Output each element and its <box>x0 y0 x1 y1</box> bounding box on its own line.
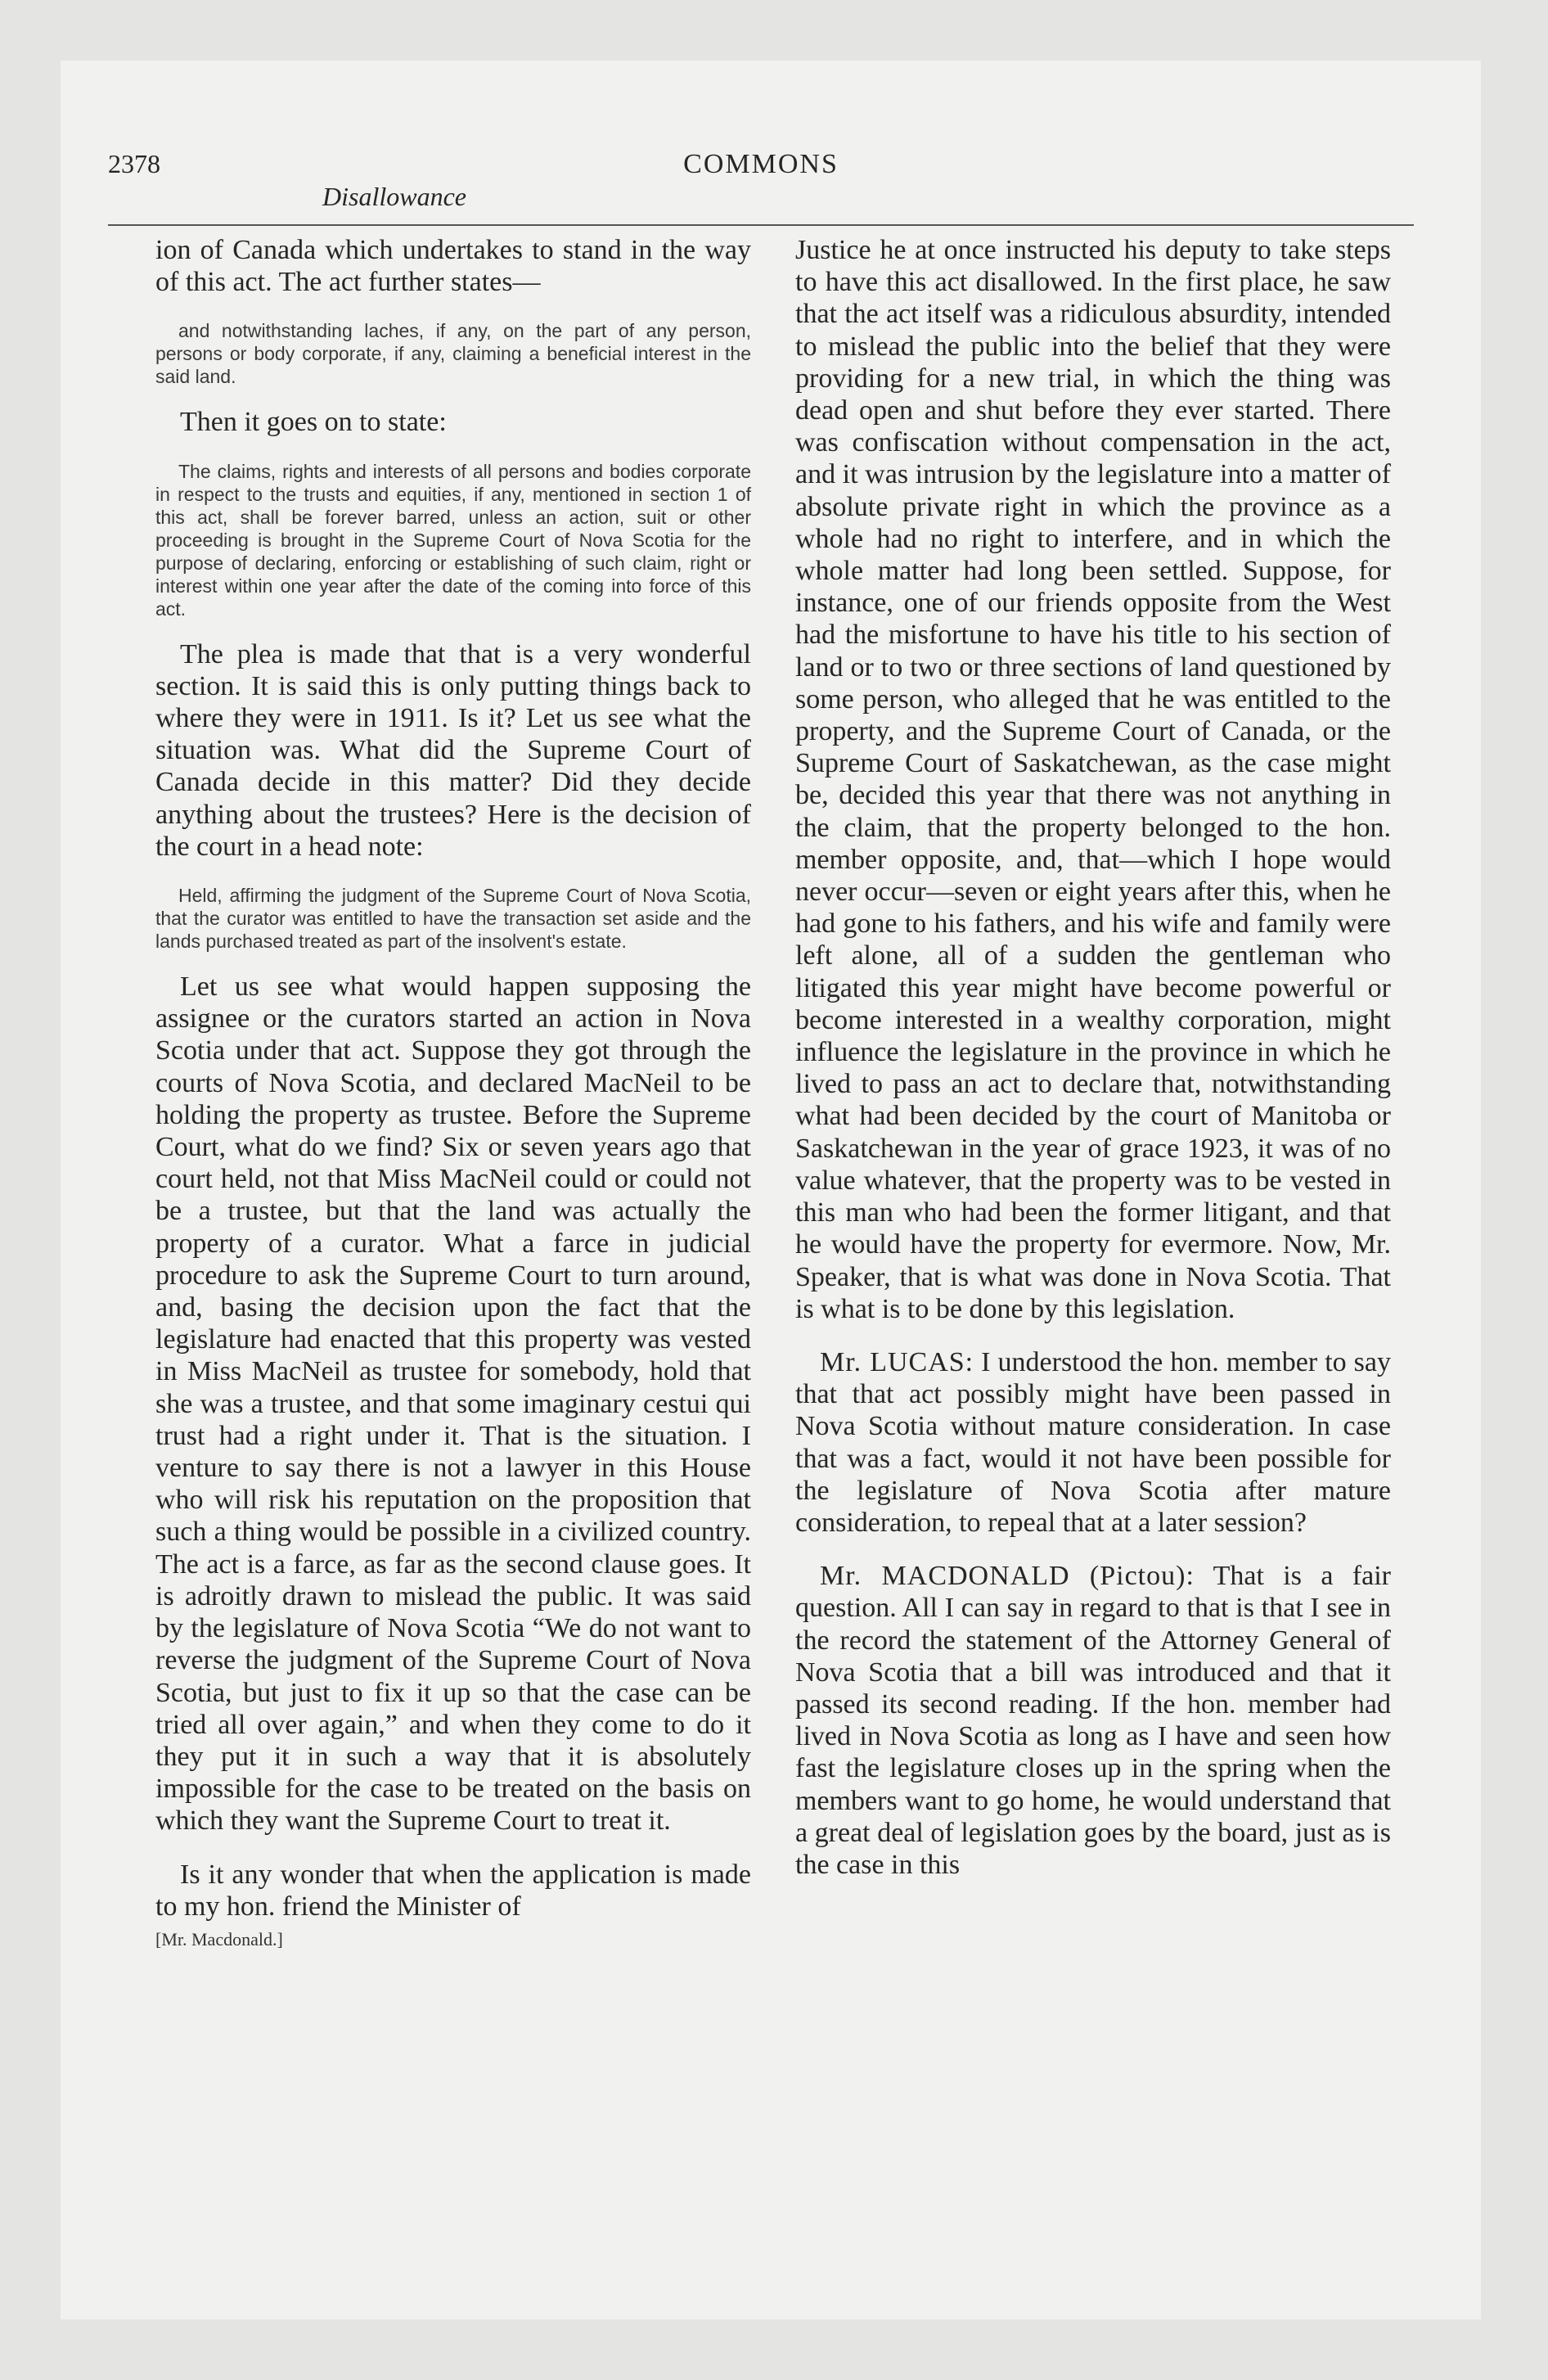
lucas-remark: I understood the hon. member to say that that act possibly might have been passed in Nova Scotia without mature consideration. In case that was a fact, would it not have been possible for the legislature of Nova Scotia after mature consideration, to repeal that at a later session? <box>795 1346 1391 1538</box>
right-paragraph-2 <box>795 1346 1391 1539</box>
page-header <box>108 82 1414 221</box>
header-divider <box>108 224 1414 226</box>
page-subtitle: Disallowance <box>322 182 466 211</box>
right-column <box>795 234 1391 1902</box>
page-number: 2378 <box>108 149 160 178</box>
left-quote-3: Held, affirming the judgment of the Supreme Court of Nova Scotia, that the curator was entitled to have the transaction set aside and the lands purchased treated as part of the insolvent's estate. <box>155 885 751 953</box>
speaker-footnote: [Mr. Macdonald.] <box>155 1928 283 1950</box>
left-paragraph-5: Is it any wonder that when the application is made to my hon. friend the Minister of <box>155 1859 751 1922</box>
macdonald-remark: That is a fair question. All I can say in regard to that is that I see in the record the statement of the Attorney General of Nova Scotia that a bill was introduced and that it passed its second reading. If the hon. member had lived in Nova Scotia as long as I have and seen how fast the legislature closes up in the spring when the members want to go home, he would understand that a great deal of legislation goes by the board, just as is the case in this <box>795 1561 1391 1880</box>
left-paragraph-1: ion of Canada which undertakes to stand in the way of this act. The act further states— <box>155 235 751 298</box>
page-title: COMMONS <box>683 149 839 179</box>
speaker-macdonald: Mr. MACDONALD (Pictou): <box>820 1561 1195 1592</box>
left-paragraph-2: Then it goes on to state: <box>180 407 447 438</box>
right-paragraph-1: Justice he at once instructed his deputy to take steps to have this act disallowed. In the first place, he saw that the act itself was a ridiculous absurdity, intended to mislead the public into the belief that they were providing for a new trial, in which the thing was dead open and shut before they ever started. There was confiscation without compensation in the act, and it was intrusion by the legislature into a matter of absolute private right in which the province as a whole had no right to interfere, and in which the whole matter had long been settled. Suppose, for instance, one of our friends opposite from the West had the misfortune to have his title to his section of land or to two or three sections of land questioned by some person, who alleged that he was entitled to the property, and the Supreme Court of Canada, or the Supreme Court of Saskatchewan, as the case might be, decided this year that there was not anything in the claim, that the property belonged to the hon. member opposite, and, that—which I hope would never occur—seven or eight years after this, when he had gone to his fathers, and his wife and family were left alone, all of a sudden the gentleman who litigated this year might have become powerful or become interested in a wealthy corporation, might influence the legislature in the province in which he lived to pass an act to declare that, notwithstanding what had been decided by the court of Manitoba or Saskatchewan in the year of grace 1923, it was of no value whatever, that the property was to be vested in this man who had been the former litigant, and that he would have the property for evermore. Now, Mr. Speaker, that is what was done in Nova Scotia. That is what is to be done by this legislation. <box>795 235 1391 1324</box>
right-paragraph-3 <box>795 1560 1391 1881</box>
left-paragraph-4: Let us see what would happen supposing the assignee or the curators started an action in Nova Scotia under that act. Suppose they got through the courts of Nova Scotia, and declared MacNeil to be holding the property as trustee. Before the Supreme Court, what do we find? Six or seven years ago that court held, not that Miss MacNeil could or could not be a trustee, but that the land was actually the property of a curator. What a farce in judicial procedure to ask the Supreme Court to turn around, and, basing the decision upon the fact that the legislature had enacted that this property was vested in Miss MacNeil as trustee for somebody, hold that she was a trustee, and that some imaginary cestui qui trust had a right under it. That is the situation. I venture to say there is not a lawyer in this House who will risk his reputation on the proposition that such a thing would be possible in a civilized country. The act is a farce, as far as the second clause goes. It is adroitly drawn to mislead the public. It was said by the legislature of Nova Scotia “We do not want to reverse the judgment of the Supreme Court of Nova Scotia, but just to fix it up so that the case can be tried all over again,” and when they come to do it they put it in such a way that it is absolutely impossible for the case to be treated on the basis on which they want the Supreme Court to treat it. <box>155 971 751 1837</box>
left-quote-2: The claims, rights and interests of all persons and bodies corporate in respect to the trusts and equities, if any, mentioned in section 1 of this act, shall be forever barred, unless an action, suit or other proceeding is brought in the Supreme Court of Nova Scotia for the purpose of declaring, enforcing or establishing of such claim, right or interest within one year after the date of the coming into force of this act. <box>155 460 751 620</box>
left-column <box>155 234 751 1950</box>
left-quote-1: and notwithstanding laches, if any, on the part of any person, persons or body corporate, if any, claiming a beneficial interest in the said land. <box>155 320 751 388</box>
speaker-lucas: Mr. LUCAS: <box>820 1346 974 1377</box>
left-paragraph-3: The plea is made that that is a very wonderful section. It is said this is only putting things back to where they were in 1911. Is it? Let us see what the situation was. What did the Supreme Court of Canada decide in this matter? Did they decide anything about the trustees? Here is the decision of the court in a head note: <box>155 638 751 862</box>
